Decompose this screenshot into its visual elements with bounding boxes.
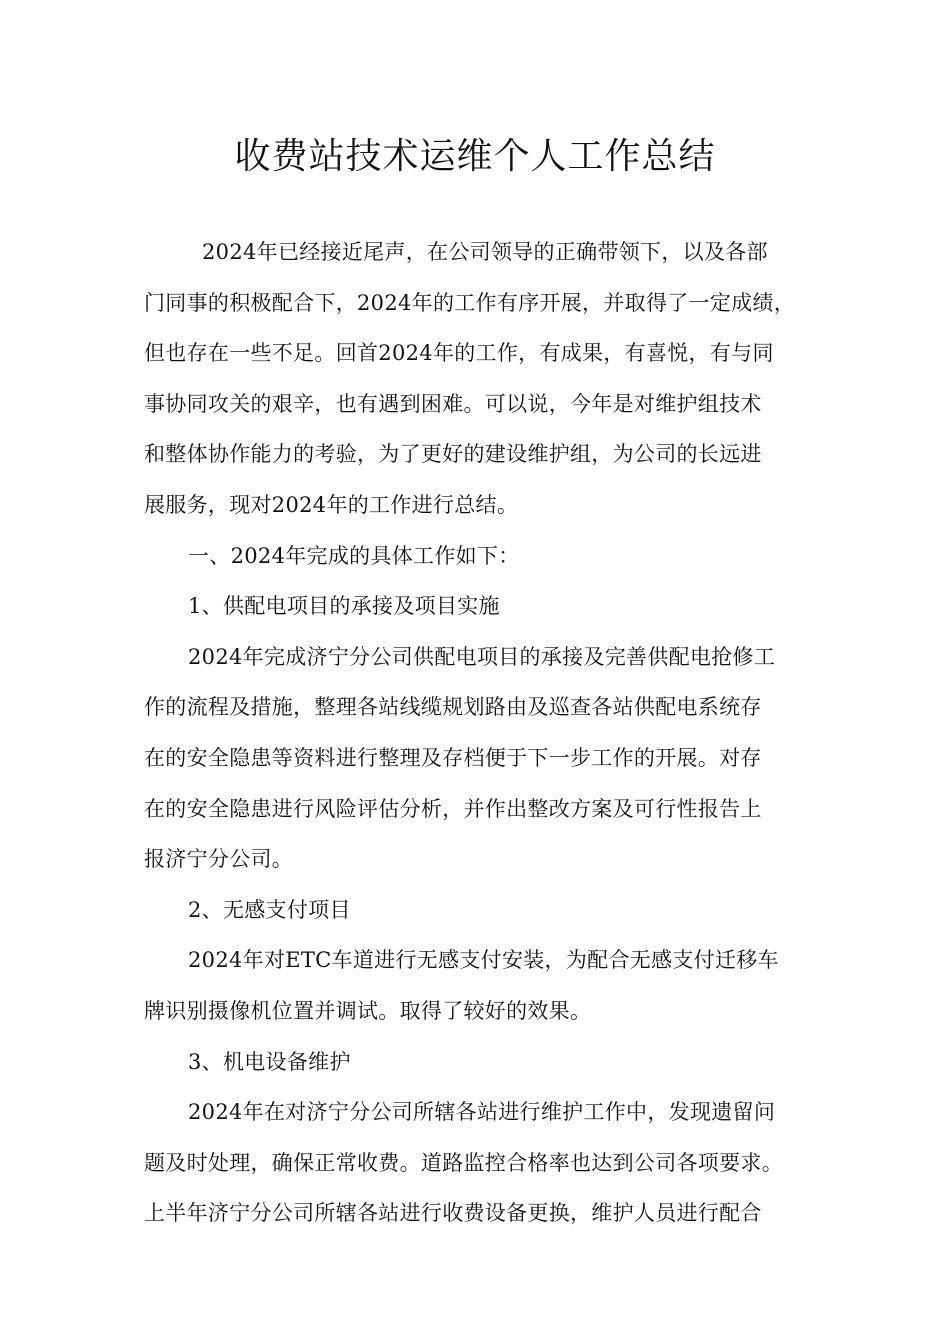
subsection-heading: 1、供配电项目的承接及项目实施 <box>188 594 500 619</box>
document-body <box>144 232 820 1244</box>
paragraph-line: 2024年已经接近尾声，在公司领导的正确带领下，以及各部 <box>202 240 768 264</box>
paragraph-line: 牌识别摄像机位置并调试。取得了较好的效果。 <box>144 998 592 1023</box>
paragraph-line: 在的安全隐患进行风险评估分析，并作出整改方案及可行性报告上 <box>144 796 762 821</box>
paragraph-line: 门同事的积极配合下，2024年的工作有序开展，并取得了一定成绩， <box>144 290 796 315</box>
document-title: 收费站技术运维个人工作总结 <box>234 136 716 177</box>
paragraph-line: 在的安全隐患等资料进行整理及存档便于下一步工作的开展。对存 <box>144 745 762 770</box>
paragraph-line: 和整体协作能力的考验，为了更好的建设维护组，为公司的长远进 <box>144 442 762 467</box>
paragraph-line: 报济宁分公司。 <box>144 847 294 872</box>
paragraph-line: 2024年完成济宁分公司供配电项目的承接及完善供配电抢修工 <box>188 644 776 669</box>
subsection-heading: 3、机电设备维护 <box>188 1049 351 1074</box>
subsection-heading: 2、无感支付项目 <box>188 897 351 922</box>
paragraph-line: 2024年对ETC车道进行无感支付安装，为配合无感支付迁移车 <box>188 948 779 973</box>
paragraph-line: 作的流程及措施，整理各站线缆规划路由及巡查各站供配电系统存 <box>144 695 762 720</box>
paragraph-line: 但也存在一些不足。回首2024年的工作，有成果，有喜悦，有与同 <box>144 341 774 366</box>
paragraph-line: 2024年在对济宁分公司所辖各站进行维护工作中，发现遗留问 <box>188 1100 776 1125</box>
paragraph-line: 题及时处理，确保正常收费。道路监控合格率也达到公司各项要求。 <box>144 1150 783 1175</box>
paragraph-line: 展服务，现对2024年的工作进行总结。 <box>144 492 519 517</box>
section-heading: 一、2024年完成的具体工作如下： <box>188 543 520 568</box>
paragraph-line: 事协同攻关的艰辛，也有遇到困难。可以说，今年是对维护组技术 <box>144 391 762 416</box>
paragraph-line: 上半年济宁分公司所辖各站进行收费设备更换，维护人员进行配合 <box>144 1201 762 1226</box>
